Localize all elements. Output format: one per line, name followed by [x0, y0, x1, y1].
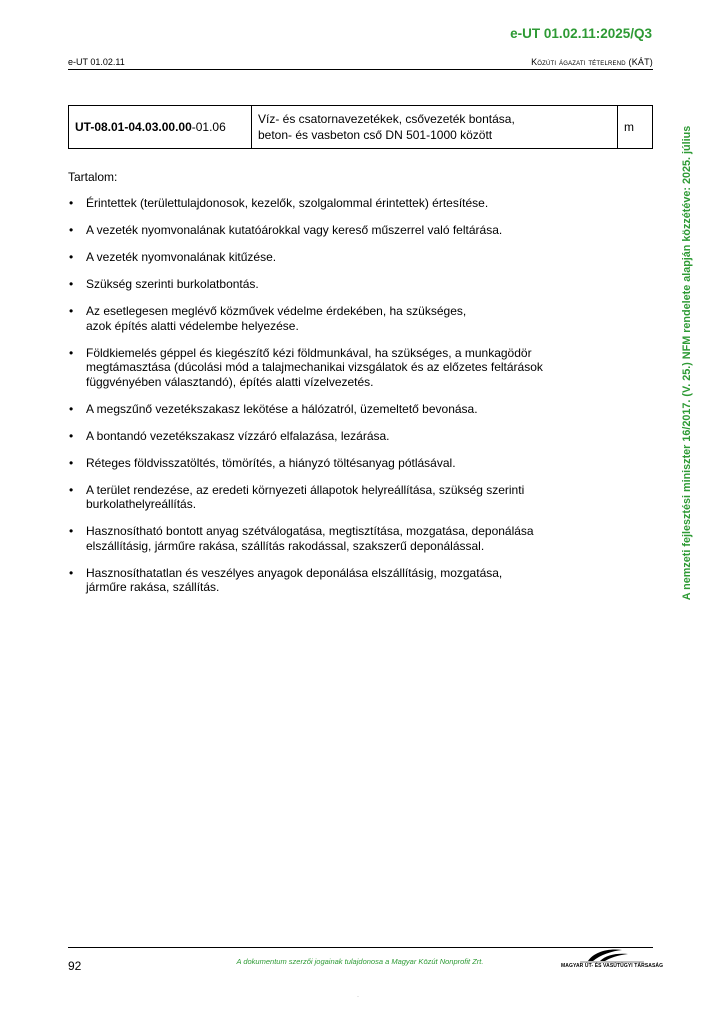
list-item-line: A vezeték nyomvonalának kutatóárokkal vagy kereső műszerrel való feltárása.: [86, 223, 503, 237]
list-item-line: járműre rakása, szállítás.: [86, 580, 220, 594]
bullet-icon: •: [69, 345, 74, 360]
bullet-icon: •: [69, 482, 74, 497]
header-left: e-UT 01.02.11: [68, 57, 125, 67]
list-item: [68, 566, 628, 595]
list-item-line: Az esetlegesen meglévő közművek védelme érdekében, ha szükséges,: [86, 304, 467, 318]
document-code: e-UT 01.02.11:2025/Q3: [510, 26, 652, 41]
list-item-line: A megszűnő vezetékszakasz lekötése a hálózatról, üzemeltető bevonása.: [86, 401, 478, 416]
list-item: [68, 196, 628, 211]
bullet-icon: •: [69, 196, 74, 210]
list-item: [68, 277, 628, 292]
logo-text: MAGYAR ÚT- ÉS VASÚTÜGYI TÁRSASÁG: [561, 963, 664, 969]
page-number: 92: [68, 959, 82, 973]
list-item-line: A bontandó vezetékszakasz vízzáró elfalazása, lezárása.: [86, 428, 390, 443]
list-item-line: burkolathelyreállítás.: [86, 497, 197, 511]
list-item: [68, 346, 628, 390]
item-code-suffix: -01.06: [191, 120, 226, 134]
item-unit: m: [618, 106, 653, 149]
list-item-line: Érintettek (területtulajdonosok, kezelők, szolgalommal érintettek) értesítése.: [86, 196, 489, 210]
item-code-main: UT-08.01-04.03.00.00: [75, 120, 192, 134]
bullet-icon: •: [69, 401, 74, 416]
item-description-line: beton- és vasbeton cső DN 501-1000 között: [258, 128, 493, 142]
item-table: [68, 105, 653, 149]
copyright-notice: A dokumentum szerzői jogainak tulajdonosa a Magyar Közút Nonprofit Zrt.: [236, 957, 484, 966]
list-item-line: A vezeték nyomvonalának kitűzése.: [86, 250, 277, 264]
list-item-line: azok építés alatti védelembe helyezése.: [86, 318, 299, 333]
bullet-icon: •: [69, 223, 74, 237]
list-item-line: Földkiemelés géppel és kiegészítő kézi földmunkával, ha szükséges, a munkagödör: [86, 345, 532, 360]
content-label: Tartalom:: [68, 170, 118, 184]
list-item: [68, 429, 628, 444]
bullet-icon: •: [69, 428, 74, 443]
item-description-line: Víz- és csatornavezetékek, csővezeték bontása,: [258, 112, 515, 126]
list-item: [68, 304, 628, 333]
side-publication-note: [676, 96, 698, 630]
running-header: [68, 57, 653, 67]
list-item-line: Hasznosíthatatlan és veszélyes anyagok deponálása elszállításig, mozgatása,: [86, 565, 503, 580]
list-item-line: Réteges földvisszatöltés, tömörítés, a hiányzó töltésanyag pótlásával.: [86, 455, 456, 470]
list-item: [68, 524, 628, 553]
bullet-icon: •: [69, 565, 74, 580]
item-description: [252, 106, 618, 149]
bullet-icon: •: [69, 524, 74, 538]
list-item-line: függvényében választandó), építés alatti vízelvezetés.: [86, 374, 374, 389]
list-item: [68, 483, 628, 512]
list-item-line: elszállításig, járműre rakása, szállítás rakodással, szakszerű deponálással.: [86, 538, 485, 553]
bullet-icon: •: [69, 455, 74, 470]
content-list: [68, 196, 628, 607]
list-item-line: Hasznosítható bontott anyag szétválogatása, megtisztítása, mozgatása, deponálása: [86, 524, 534, 538]
bullet-icon: •: [69, 304, 74, 318]
item-row: [69, 106, 653, 149]
bullet-icon: •: [69, 277, 74, 291]
list-item: [68, 456, 628, 471]
list-item-line: A terület rendezése, az eredeti környezeti állapotok helyreállítása, szükség szerinti: [86, 482, 525, 497]
page-mark: ·: [357, 994, 359, 1000]
list-item-line: Szükség szerinti burkolatbontás.: [86, 277, 259, 291]
list-item-line: megtámasztása (dúcolási mód a talajmechanikai vizsgálatok és az előzetes feltárások: [86, 360, 543, 374]
list-item: [68, 250, 628, 265]
side-publication-note-text: A nemzeti fejlesztési miniszter 16/2017. (V. 25.) NFM rendelete alapján közzétéve: 2025. július: [681, 125, 693, 601]
header-right: Közúti ágazati tételrend (KÁT): [531, 57, 653, 67]
header-divider: [68, 69, 653, 70]
bullet-icon: •: [69, 250, 74, 264]
item-code: [69, 106, 252, 149]
list-item: [68, 402, 628, 417]
list-item: [68, 223, 628, 238]
